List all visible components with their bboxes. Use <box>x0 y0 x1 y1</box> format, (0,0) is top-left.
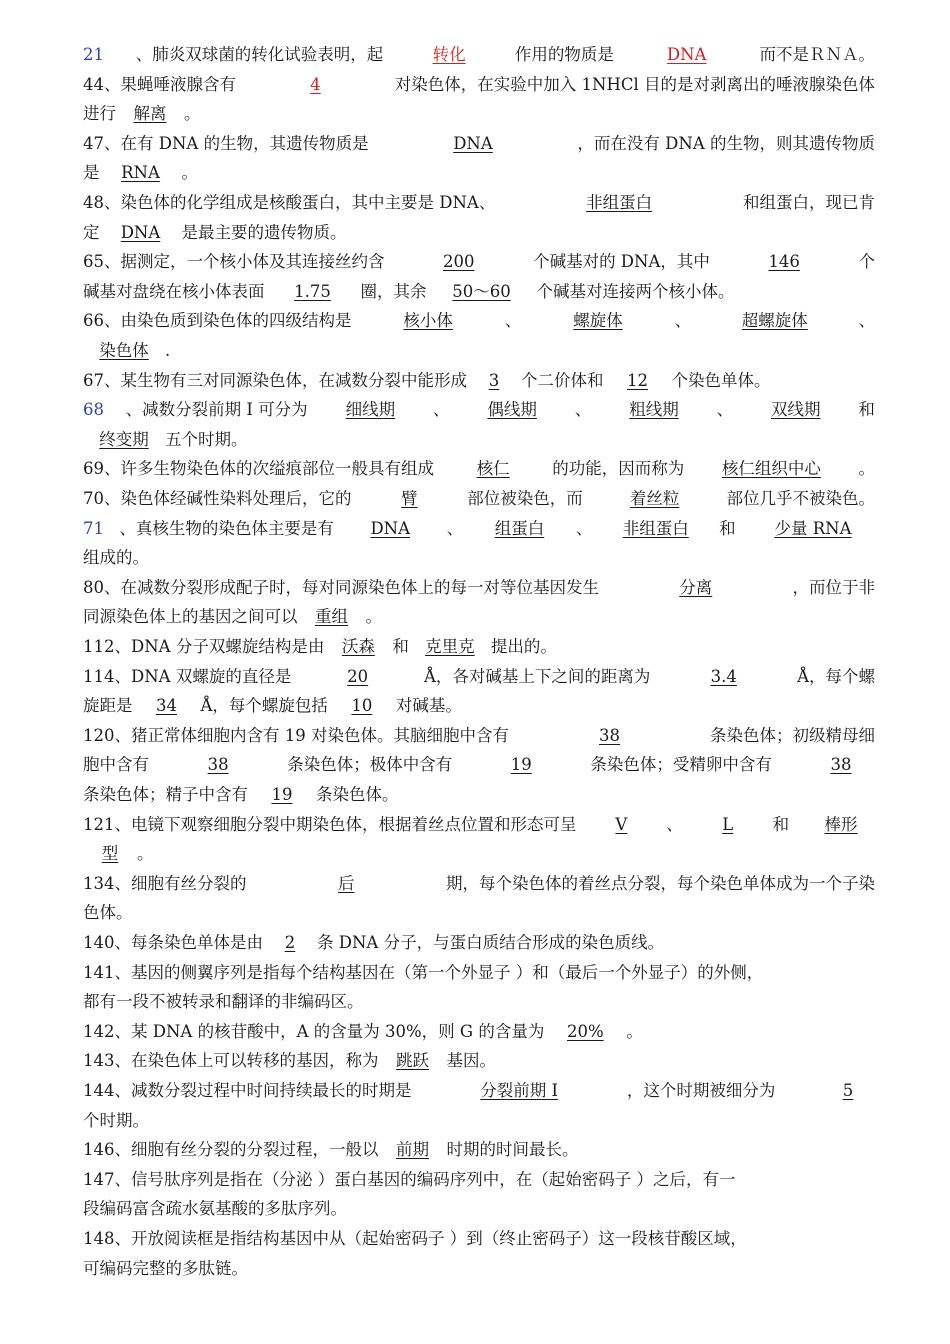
question-text: 70、染色体经碱性染料处理后，它的 <box>83 489 352 508</box>
answer-blank: 38 <box>207 755 229 775</box>
answer-blank: 19 <box>510 755 532 775</box>
question-text: 作用的物质是 <box>514 45 614 64</box>
question-text: 组成的。 <box>83 548 149 568</box>
question-text: 。 <box>626 1021 643 1041</box>
answer-blank: 3.4 <box>710 666 737 686</box>
question-text: 可编码完整的多肽链。 <box>83 1258 248 1278</box>
answer-blank: 1.75 <box>294 281 331 301</box>
text-line <box>83 337 875 365</box>
answer-blank: 型 <box>101 844 119 864</box>
question-text: 和 <box>858 400 875 420</box>
question-text: 段编码富含疏水氨基酸的多肽序列。 <box>83 1199 347 1219</box>
answer-blank: 超螺旋体 <box>741 311 808 331</box>
text-line <box>83 663 875 691</box>
question-text: 69、许多生物染色体的次缢痕部位一般具有组成 <box>83 459 434 479</box>
question-text: 141、基因的侧翼序列是指每个结构基因在（第一个外显子 ）和（最后一个外显子）的外侧， <box>83 962 764 982</box>
question-text: Å，每个螺 <box>797 666 875 686</box>
text-line <box>83 219 875 247</box>
question-text: 同源染色体上的基因之间可以 <box>83 607 298 627</box>
answer-blank: 核仁 <box>476 459 510 479</box>
question-text: 67、某生物有三对同源染色体，在减数分裂中能形成 <box>83 370 467 390</box>
question-text: 134、细胞有丝分裂的 <box>83 873 247 893</box>
question-text: 和 <box>772 814 790 834</box>
question-text: 、 <box>432 400 450 420</box>
text-line <box>83 515 875 543</box>
answer-blank: 非组蛋白 <box>586 193 653 212</box>
question-text: 。 <box>181 163 198 183</box>
question-text: 是 <box>83 163 100 183</box>
answer-blank: 38 <box>598 725 620 745</box>
question-text: 、肺炎双球菌的转化试验表明，起 <box>135 45 384 64</box>
text-line <box>83 811 875 839</box>
question-text: 进行 <box>83 104 116 124</box>
question-text: 条染色体；极体中含有 <box>287 755 453 775</box>
answer-blank: 染色体 <box>99 341 149 360</box>
question-text: 基因。 <box>446 1051 496 1071</box>
question-number: 71 <box>83 518 104 538</box>
text-line <box>83 248 875 276</box>
answer-blank: 臂 <box>401 489 418 508</box>
question-text: 146、细胞有丝分裂的分裂过程，一般以 <box>83 1140 379 1160</box>
question-text: 碱基对盘绕在核小体表面 <box>83 281 265 301</box>
question-text: 。 <box>137 844 154 864</box>
answer-blank: 组蛋白 <box>494 518 545 538</box>
question-text: 、 <box>858 311 875 331</box>
text-line <box>83 1225 875 1253</box>
question-text: 五个时期。 <box>165 429 248 449</box>
question-text: 。 <box>858 459 875 479</box>
question-text: 、 <box>446 518 464 538</box>
question-text: 140、每条染色单体是由 <box>83 933 263 952</box>
answer-blank: 分裂前期 I <box>480 1081 559 1100</box>
answer-blank: 少量 RNA <box>774 518 852 538</box>
question-text: . <box>165 341 171 360</box>
question-text: 个 <box>858 252 875 272</box>
answer-blank: L <box>722 814 734 834</box>
question-text: 147、信号肽序列是指在（分泌 ）蛋白基因的编码序列中，在（起始密码子 ）之后，有一 <box>83 1169 736 1189</box>
answer-blank: 细线期 <box>345 400 396 420</box>
answer-blank: 前期 <box>396 1140 429 1160</box>
question-text: 148、开放阅读框是指结构基因中从（起始密码子 ）到（终止密码子）这一段核苷酸区域， <box>83 1229 747 1248</box>
question-text: 120、猪正常体细胞内含有 19 对染色体。其脑细胞中含有 <box>83 725 509 745</box>
question-text: 144、减数分裂过程中时间持续最长的时期是 <box>83 1081 412 1100</box>
text-line <box>83 870 875 898</box>
question-text: 。 <box>365 607 382 627</box>
question-text: 、真核生物的染色体主要是有 <box>119 518 334 538</box>
question-text: 定 <box>83 222 100 242</box>
text-line <box>83 455 875 483</box>
question-text: 的功能，因而称为 <box>552 459 685 479</box>
text-line <box>83 1018 875 1046</box>
text-line <box>83 1047 875 1075</box>
question-text: ，而位于非 <box>792 577 875 597</box>
answer-blank: 38 <box>830 755 852 775</box>
question-text: 个时期。 <box>83 1110 149 1130</box>
text-line <box>83 189 875 217</box>
text-line <box>83 899 875 927</box>
question-text: 提出的。 <box>490 637 557 656</box>
answer-blank: 20 <box>347 666 369 686</box>
answer-blank: 偶线期 <box>487 400 537 420</box>
question-text: 121、电镜下观察细胞分裂中期染色体，根据着丝点位置和形态可呈 <box>83 814 577 834</box>
question-text: 期，每个染色体的着丝点分裂，每个染色单体成为一个子染 <box>446 873 875 893</box>
text-line <box>83 751 875 779</box>
answer-blank: 19 <box>271 785 293 804</box>
text-line <box>83 159 875 187</box>
answer-blank: 非组蛋白 <box>622 518 689 538</box>
answer-blank: 146 <box>768 252 800 272</box>
answer-blank: V <box>615 814 628 834</box>
question-text: 143、在染色体上可以转移的基因，称为 <box>83 1051 379 1071</box>
answer-blank: 双线期 <box>771 400 821 420</box>
text-line <box>83 426 875 454</box>
answer-blank: DNA <box>453 133 493 153</box>
question-text: 条染色体；受精卵中含有 <box>590 755 772 775</box>
question-text: 对碱基。 <box>395 696 462 716</box>
question-text: 旋距是 <box>83 696 133 716</box>
question-text: ，而在没有 DNA 的生物，则其遗传物质 <box>577 133 875 153</box>
text-line <box>83 1166 875 1194</box>
question-text: 、 <box>504 311 522 331</box>
question-text: 个染色单体。 <box>671 370 771 390</box>
text-line <box>83 71 875 99</box>
text-line <box>83 100 875 128</box>
answer-blank: 200 <box>443 252 475 272</box>
question-text: 都有一段不被转录和翻译的非编码区。 <box>83 992 364 1012</box>
question-text: 和 <box>392 637 409 656</box>
text-line <box>83 781 875 809</box>
answer-blank: 10 <box>351 696 373 716</box>
answer-blank: 3 <box>488 370 500 390</box>
text-line <box>83 1107 875 1135</box>
question-text: 条染色体；精子中含有 <box>83 785 248 804</box>
answer-blank: 重组 <box>315 607 348 627</box>
question-text: 个二价体和 <box>521 370 604 390</box>
answer-blank: 着丝粒 <box>629 489 680 508</box>
answer-blank: 4 <box>310 74 321 94</box>
question-text: 、 <box>674 311 692 331</box>
question-text: 条 DNA 分子，与蛋白质结合形成的染色质线。 <box>317 933 665 952</box>
answer-blank: 棒形 <box>824 814 858 834</box>
answer-blank: 2 <box>284 933 296 952</box>
question-text: 48、染色体的化学组成是核酸蛋白，其中主要是 DNA、 <box>83 193 496 212</box>
text-line <box>83 929 875 957</box>
question-text: 142、某 DNA 的核苷酸中，A 的含量为 30%，则 G 的含量为 <box>83 1021 545 1041</box>
question-text: 个碱基对连接两个核小体。 <box>536 281 735 301</box>
answer-blank: 跳跃 <box>396 1051 429 1071</box>
question-text: 114、DNA 双螺旋的直径是 <box>83 666 292 686</box>
question-text: 时期的时间最长。 <box>446 1140 579 1160</box>
question-text: 66、由染色质到染色体的四级结构是 <box>83 311 352 331</box>
question-text: 对染色体，在实验中加入 1NHCl 目的是对剥离出的唾液腺染色体 <box>394 74 875 94</box>
question-text: 部位被染色，而 <box>467 489 583 508</box>
question-text: 80、在减数分裂形成配子时，每对同源染色体上的每一对等位基因发生 <box>83 577 599 597</box>
text-line <box>83 41 875 69</box>
answer-blank: 克里克 <box>425 637 475 656</box>
text-line <box>83 722 875 750</box>
answer-blank: 5 <box>842 1081 854 1100</box>
answer-blank: 核仁组织中心 <box>721 459 821 479</box>
question-number: 21 <box>83 45 104 64</box>
text-line <box>83 307 875 335</box>
answer-blank: 后 <box>338 873 355 893</box>
answer-blank: 转化 <box>432 45 466 64</box>
answer-blank: 核小体 <box>403 311 453 331</box>
answer-blank: 50～60 <box>452 281 511 301</box>
question-text: ，这个时期被细分为 <box>626 1081 776 1100</box>
answer-blank: 分离 <box>679 577 713 597</box>
answer-blank: 20% <box>566 1021 604 1041</box>
text-line <box>83 485 875 513</box>
question-text: 、 <box>574 400 592 420</box>
question-text: 、 <box>575 518 593 538</box>
answer-blank: 解离 <box>133 104 167 124</box>
answer-blank: DNA <box>120 222 161 242</box>
answer-blank: 沃森 <box>341 637 375 656</box>
text-line <box>83 840 875 868</box>
question-text: 个碱基对的 DNA，其中 <box>533 252 710 272</box>
question-text: 条染色体；初级精母细 <box>709 725 875 745</box>
question-text: 、减数分裂前期 I 可分为 <box>125 400 308 420</box>
question-text: 44、果蝇唾液腺含有 <box>83 74 236 94</box>
answer-blank: 螺旋体 <box>573 311 623 331</box>
question-number: 68 <box>83 400 104 420</box>
question-text: 。 <box>184 104 201 124</box>
question-text: Å，每个螺旋包括 <box>200 696 328 716</box>
question-text: 条染色体。 <box>316 785 399 804</box>
text-line <box>83 1136 875 1164</box>
answer-blank: 34 <box>156 696 177 716</box>
answer-blank: DNA <box>370 518 411 538</box>
answer-blank: 粗线期 <box>629 400 679 420</box>
text-line <box>83 396 875 424</box>
answer-blank: DNA <box>666 45 707 64</box>
question-text: 是最主要的遗传物质。 <box>181 222 347 242</box>
text-line <box>83 1077 875 1105</box>
question-text: 胞中含有 <box>83 755 149 775</box>
question-text: 65、据测定，一个核小体及其连接丝约含 <box>83 252 385 272</box>
text-line <box>83 278 875 306</box>
text-line <box>83 633 875 661</box>
text-line <box>83 988 875 1016</box>
question-text: 而不是ＲＮＡ。 <box>759 45 875 64</box>
text-line <box>83 603 875 631</box>
question-text: 色体。 <box>83 903 133 923</box>
question-text: 圈，其余 <box>360 281 427 301</box>
text-line <box>83 959 875 987</box>
question-text: 47、在有 DNA 的生物，其遗传物质是 <box>83 133 369 153</box>
text-line <box>83 367 875 395</box>
question-text: Å，各对碱基上下之间的距离为 <box>423 666 651 686</box>
answer-blank: RNA <box>121 163 160 183</box>
question-text: 部位几乎不被染色。 <box>726 489 875 508</box>
text-line <box>83 574 875 602</box>
text-line <box>83 130 875 158</box>
text-line <box>83 692 875 720</box>
question-text: 112、DNA 分子双螺旋结构是由 <box>83 637 325 656</box>
question-text: 、 <box>666 814 683 834</box>
text-line <box>83 1255 875 1283</box>
text-line <box>83 1195 875 1223</box>
answer-blank: 12 <box>627 370 648 390</box>
text-line <box>83 544 875 572</box>
question-text: 和 <box>719 518 736 538</box>
question-text: 、 <box>716 400 734 420</box>
question-text: 和组蛋白，现已肯 <box>742 193 875 212</box>
answer-blank: 终变期 <box>99 429 149 449</box>
